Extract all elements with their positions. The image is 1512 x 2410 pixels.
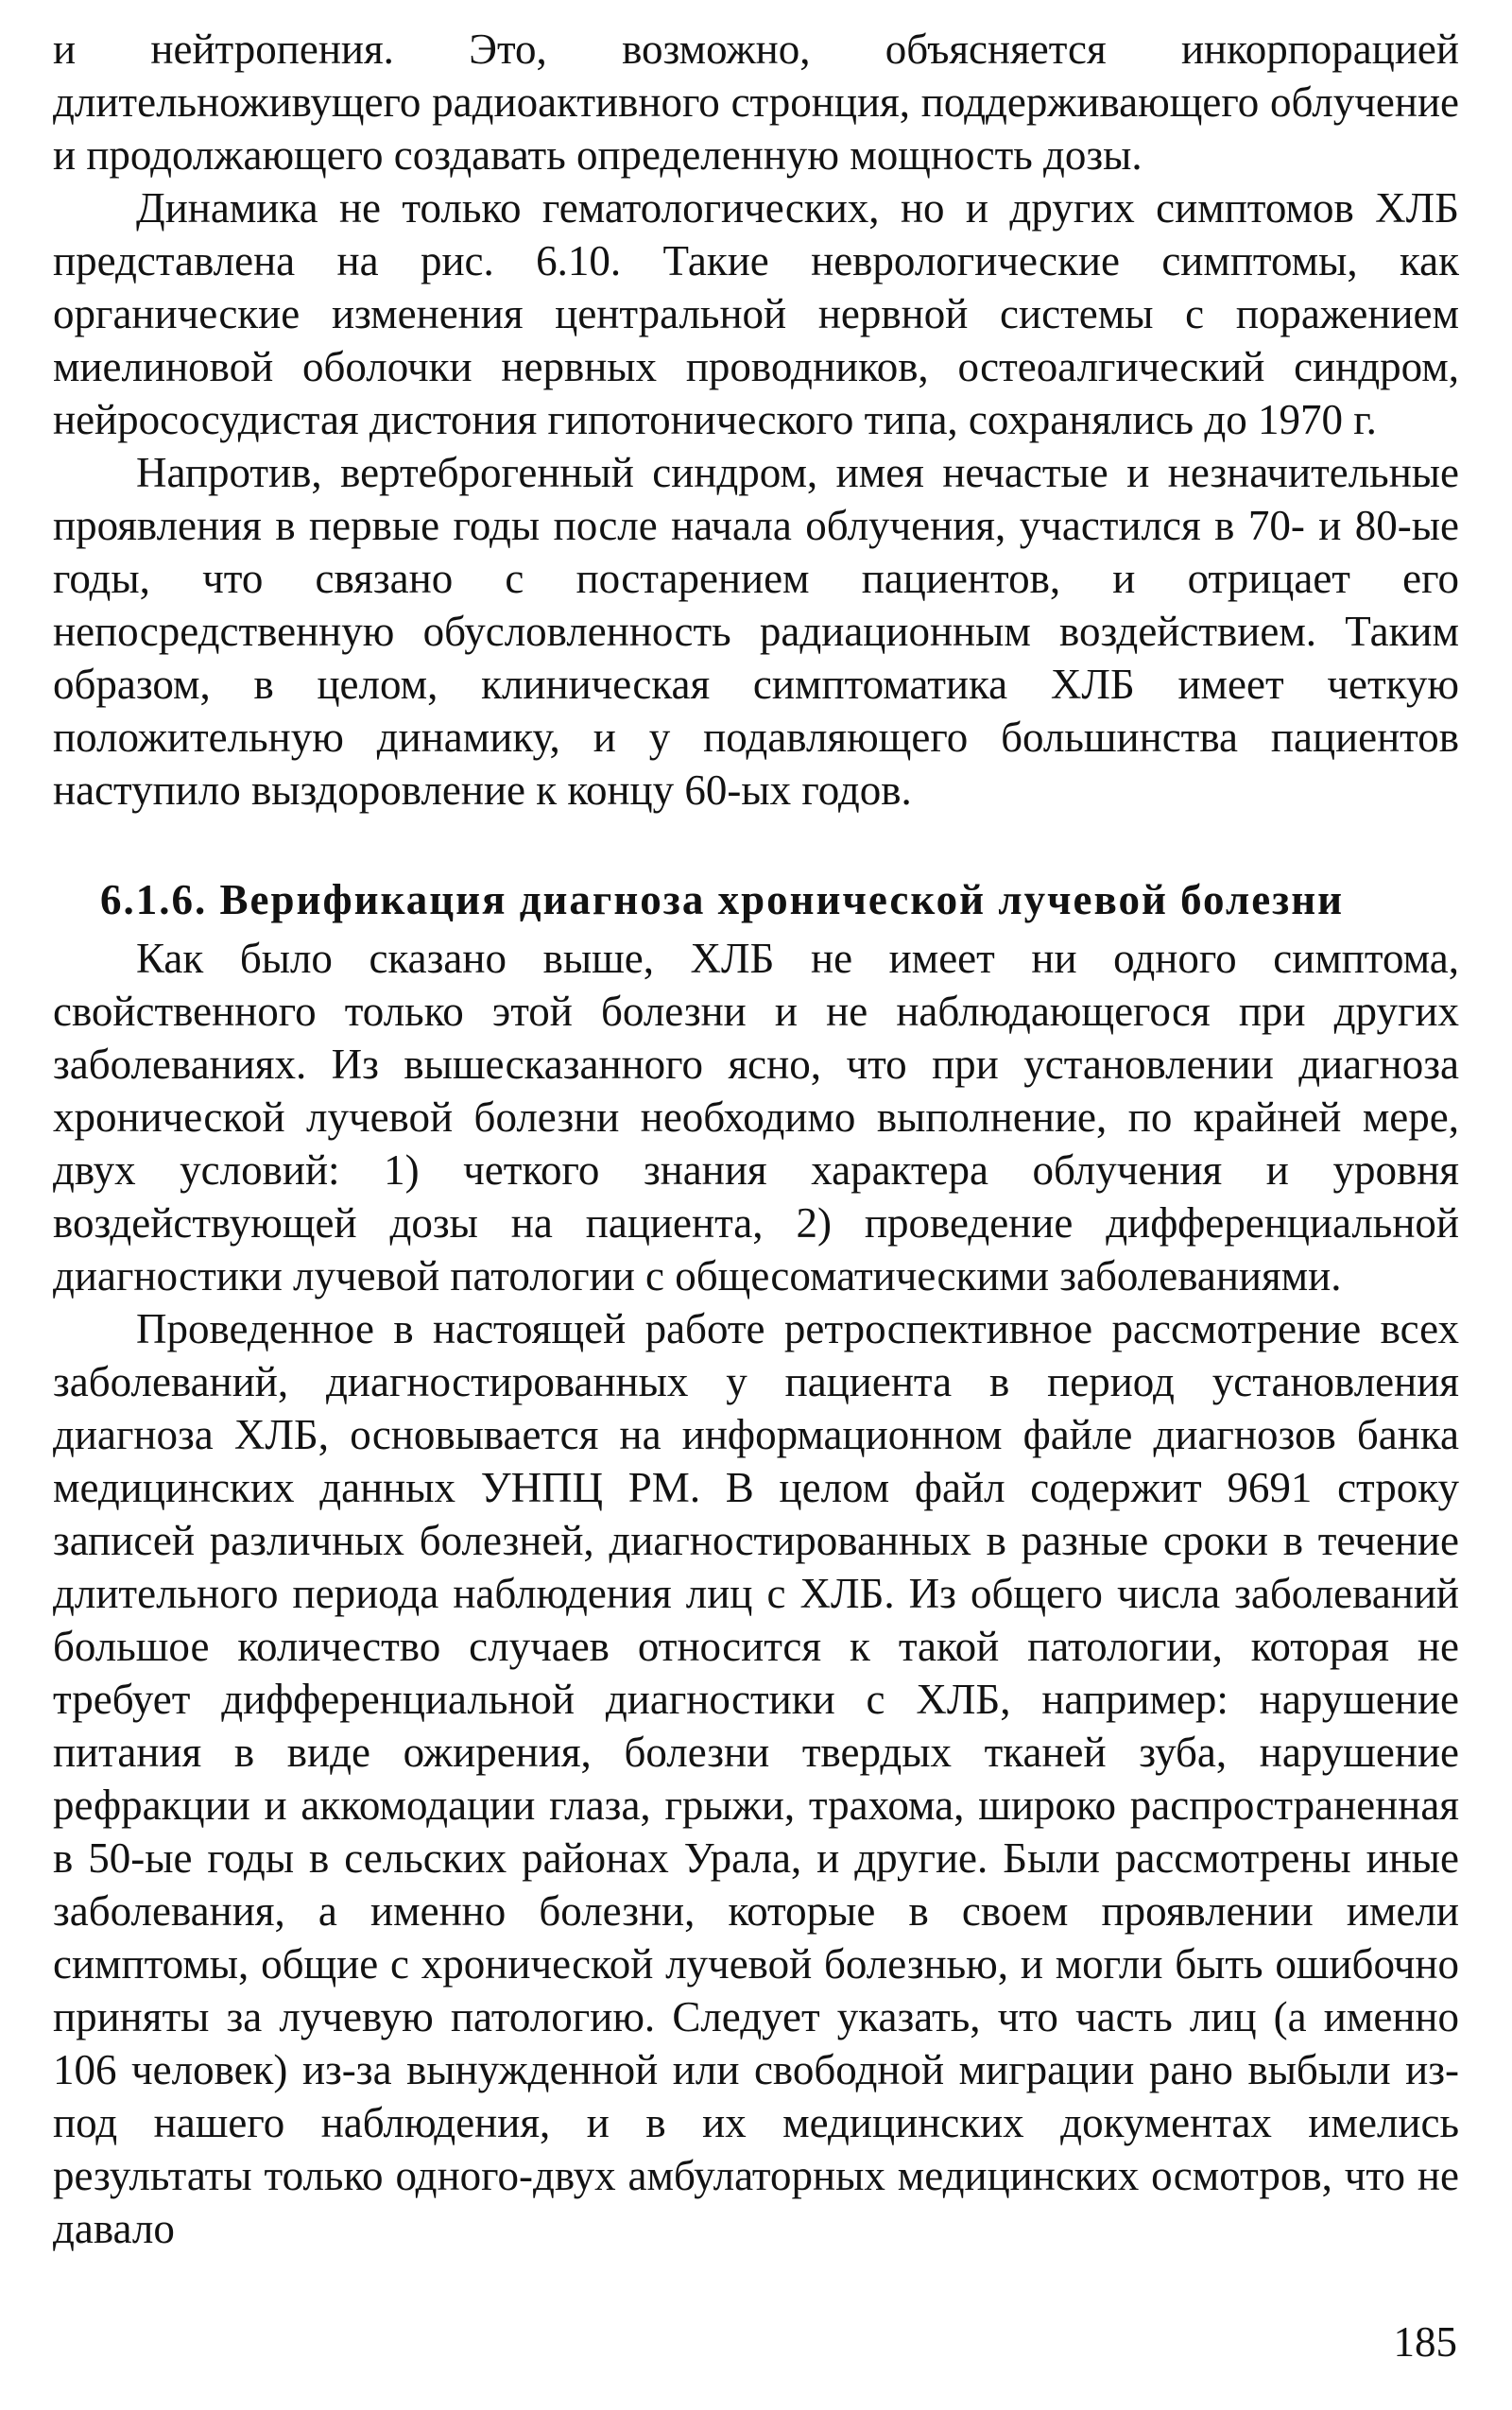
section-heading: 6.1.6. Верификация диагноза хронической лучевой болезни: [100, 876, 1345, 923]
paragraph-diagnosis-conditions: Как было сказано выше, ХЛБ не имеет ни одного симптома, свойственного только этой болезни и не наблюдающегося при других заболеваниях. Из вышесказанного ясно, что при установлении диагноза хронической лучевой болезни необходимо выполнение, по крайней мере, двух условий: 1) четкого знания характера облучения и уровня воздействующей дозы на пациента, 2) проведение дифференциальной диагностики лучевой патологии с общесоматическими заболеваниями.: [53, 935, 1459, 1300]
paragraph-continuation: и нейтропения. Это, возможно, объясняется инкорпорацией длительноживущего радиоактивного стронция, поддерживающего облучение и продолжающего создавать определенную мощность дозы.: [53, 26, 1459, 179]
paragraph-dynamics: Динамика не только гематологических, но и других симптомов ХЛБ представлена на рис. 6.10. Такие неврологические симптомы, как органические изменения центральной нервной системы с поражением миелиновой оболочки нервных проводников, остеоалгический синдром, нейроcосудистая дистония гипотонического типа, сохранялись до 1970 г.: [53, 184, 1459, 443]
page-number: 185: [1393, 2318, 1457, 2366]
paragraph-vertebrogenic: Напротив, вертеброгенный синдром, имея нечастые и незначительные проявления в первые годы после начала облучения, участился в 70- и 80-ые годы, что связано с постарением пациентов, и отрицает его непосредственную обусловленность радиационным воздействием. Таким образом, в целом, клиническая симптоматика ХЛБ имеет четкую положительную динамику, и у подавляющего большинства пациентов наступило выздоровление к концу 60-ых годов.: [53, 449, 1459, 814]
paragraph-retrospective-review: Проведенное в настоящей работе ретроспективное рассмотрение всех заболеваний, диагностированных у пациента в период установления диагноза ХЛБ, основывается на информационном файле диагнозов банка медицинских данных УНПЦ РМ. В целом файл содержит 9691 строку записей различных болезней, диагностированных в разные сроки в течение длительного периода наблюдения лиц с ХЛБ. Из общего числа заболеваний большое количество случаев относится к такой патологии, которая не требует дифференциальной диагностики с ХЛБ, например: нарушение питания в виде ожирения, болезни твердых тканей зуба, нарушение рефракции и аккомодации глаза, грыжи, трахома, широко распространенная в 50-ые годы в сельских районах Урала, и другие. Были рассмотрены иные заболевания, а именно болезни, которые в своем проявлении имели симптомы, общие с хронической лучевой болезнью, и могли быть ошибочно приняты за лучевую патологию. Следует указать, что часть лиц (а именно 106 человек) из-за вынужденной или свободной миграции рано выбыли из-под нашего наблюдения, и в их медицинских документах имелись результаты только одного-двух амбулаторных медицинских осмотров, что не давало: [53, 1305, 1459, 2252]
document-page: [53, 23, 1459, 2255]
